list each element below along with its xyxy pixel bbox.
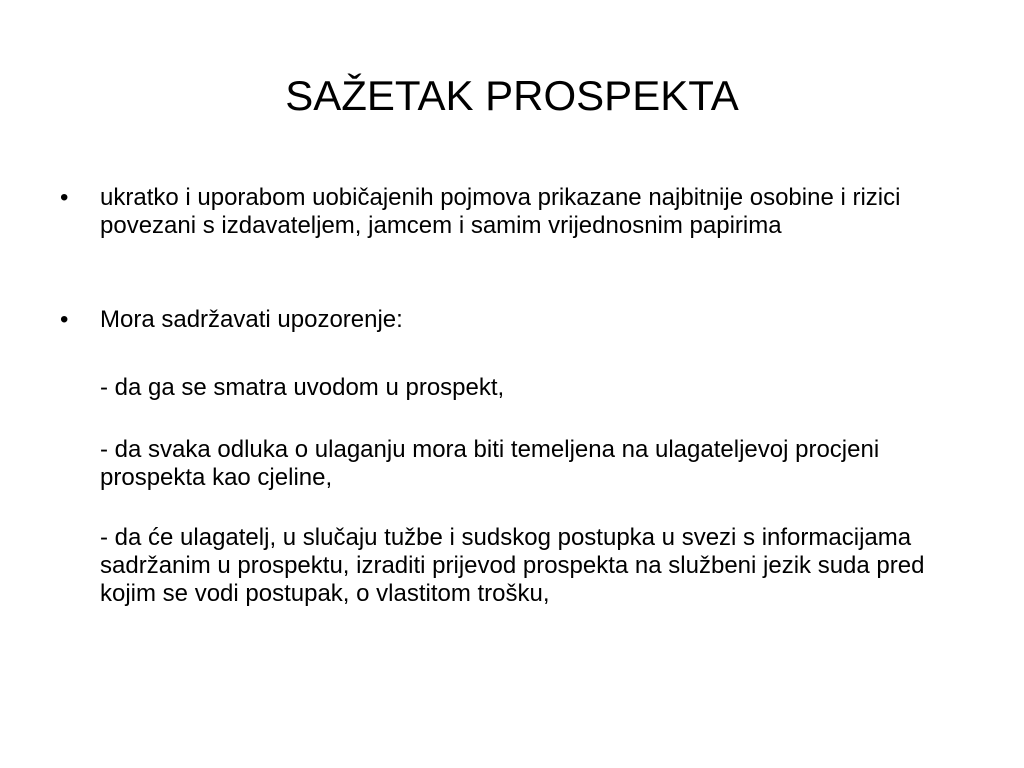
bullet-text: Mora sadržavati upozorenje:: [100, 306, 403, 333]
bullet-marker: •: [60, 184, 69, 211]
bullet-marker: •: [60, 306, 69, 333]
bullet-item-1: [60, 184, 960, 240]
warning-item-1: - da ga se smatra uvodom u prospekt,: [100, 374, 505, 401]
warning-item-2: - da svaka odluka o ulaganju mora biti temeljena na ulagateljevoj procjeni prospekta kao cjeline,: [100, 436, 880, 491]
bullet-item-2: [60, 306, 960, 334]
bullet-text: ukratko i uporabom uobičajenih pojmova prikazane najbitnije osobine i rizici povezani s izdavateljem, jamcem i samim vrijednosnim papirima: [100, 184, 901, 239]
slide-title: SAŽETAK PROSPEKTA: [285, 72, 739, 119]
warning-item-3: - da će ulagatelj, u slučaju tužbe i sudskog postupka u svezi s informacijama sadržanim u prospektu, izraditi prijevod prospekta na službeni jezik suda pred kojim se vodi postupak, o vlastitom trošku,: [100, 524, 925, 607]
